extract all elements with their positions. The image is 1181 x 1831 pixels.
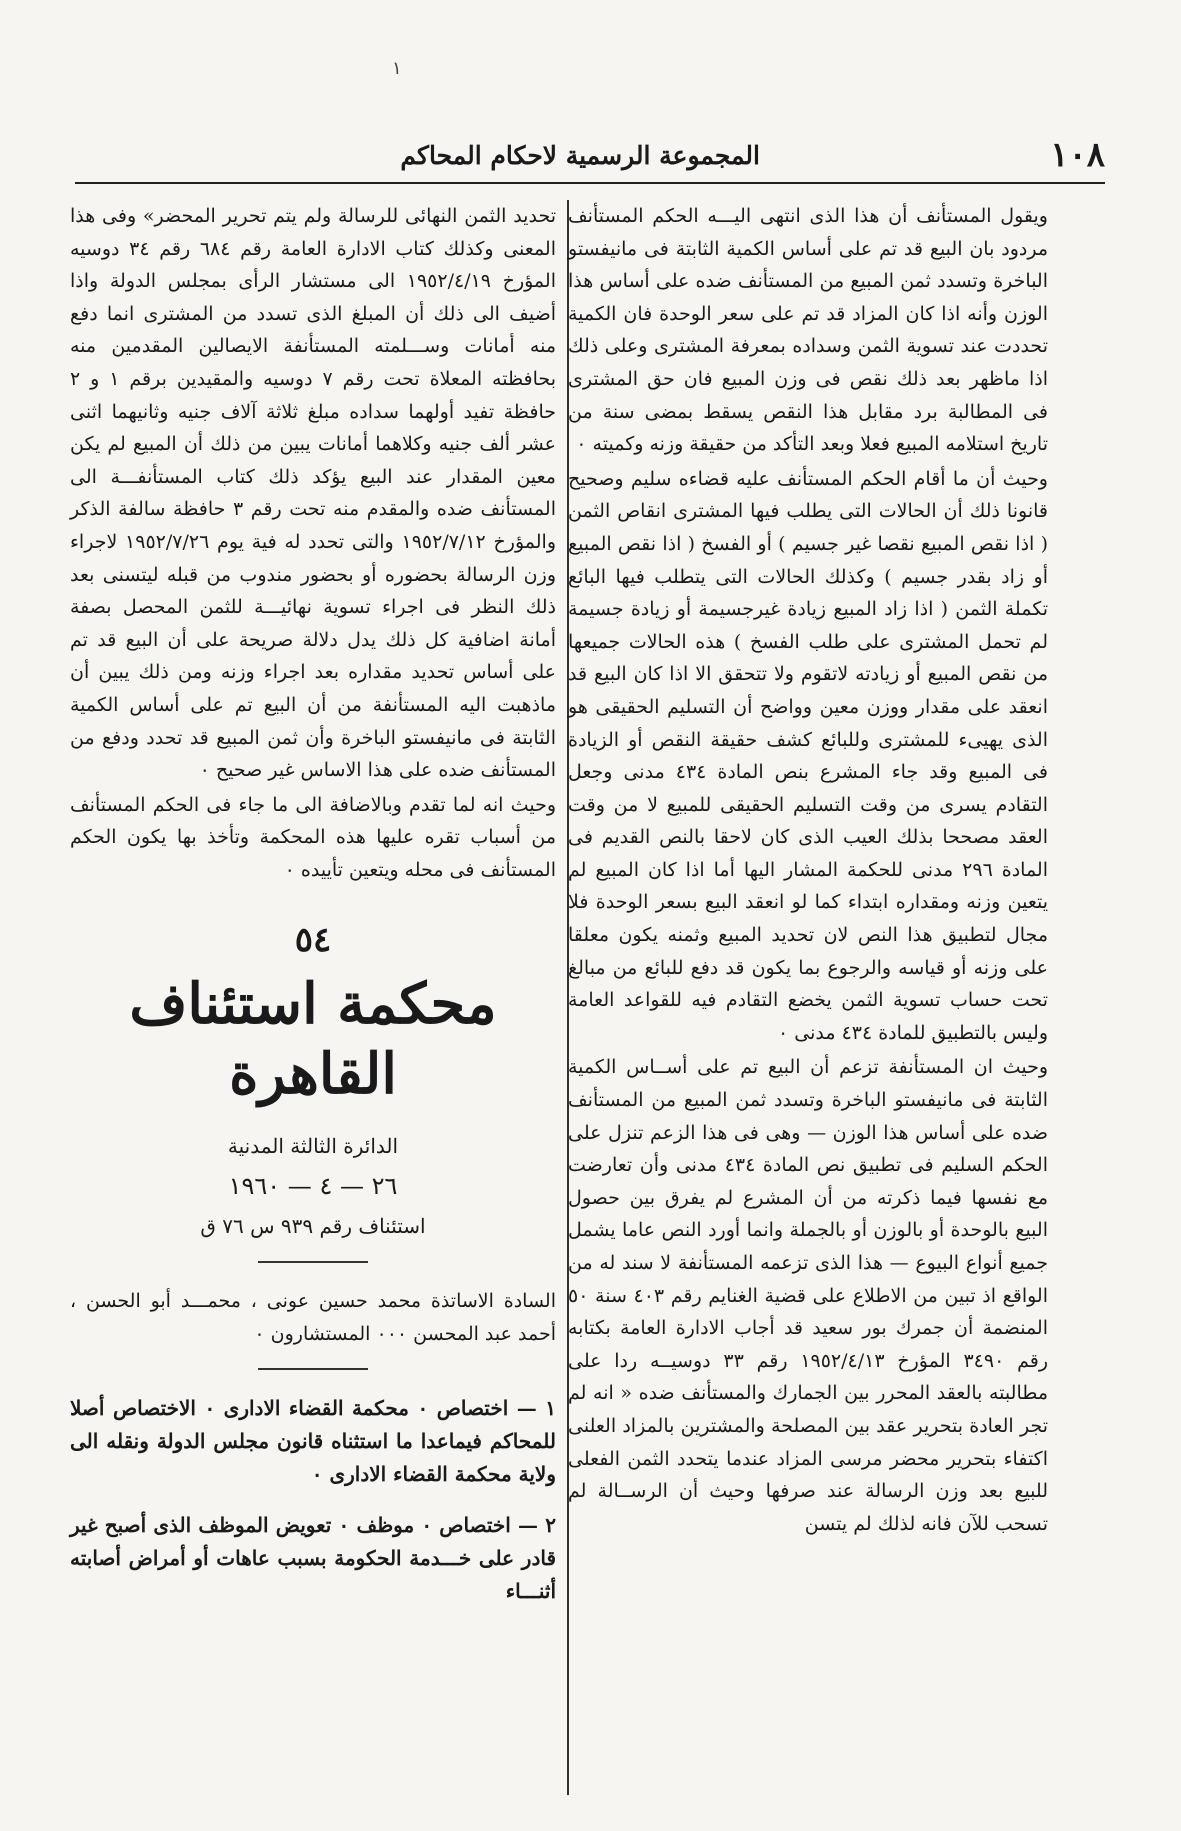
section-rule <box>258 1261 368 1263</box>
court-name: محكمة استئناف القاهرة <box>129 971 497 1108</box>
case-number: ٥٤ <box>294 920 332 961</box>
judges: السادة الاساتذة محمد حسين عونى ، محمـــد أبو الحسن ، أحمد عبد المحسن ٠٠٠ المستشارون ٠ <box>70 1290 556 1345</box>
header-rule <box>75 182 1105 184</box>
headnote: ٢ — اختصاص ٠ موظف ٠ تعويض الموظف الذى أصبح غير قادر على خـــدمة الحكومة بسبب عاهات أو أمراض أصابته أثنـــاء <box>70 1513 556 1604</box>
top-mark: ١ <box>392 58 402 79</box>
running-title: المجموعة الرسمية لاحكام المحاكم <box>400 141 760 170</box>
headnote: ١ — اختصاص ٠ محكمة القضاء الادارى ٠ الاختصاص أصلا للمحاكم فيماعدا ما استثناه قانون مجلس الدولة ونقله الى ولاية محكمة القضاء الادارى ٠ <box>70 1396 556 1487</box>
decision-date: ٢٦ — ٤ — ١٩٦٠ <box>228 1172 398 1201</box>
appeal-number: استئناف رقم ٩٣٩ س ٧٦ ق <box>200 1214 426 1239</box>
page-number: ١٠٨ <box>1050 135 1105 175</box>
circuit: الدائرة الثالثة المدنية <box>227 1134 399 1159</box>
paragraph: وحيث ان المستأنفة تزعم أن البيع تم على أســاس الكمية الثابتة فى مانيفستو الباخرة وتسدد ثمن المبيع من المستأنف ضده على أساس هذا الوزن — وهى فى هذا الزعم تنزل على الحكم السليم فى تطبيق نص المادة ٤٣٤ مدنى وأن تعارضت مع نفسها فيما ذكرته من أن المشرع لم يفرق بين حصول البيع بالوحدة أو بالوزن أو بالجملة وانما أورد النص عاما يشمل جميع أنواع البيوع — هذا الذى تزعمه المستأنفة لا سند له من الواقع اذ تبين من الاطلاع على قضية الغنايم رقم ٤٠٣ سنة ٥٠ المنضمة أن جمرك بور سعيد قد أجاب الادارة العامة بكتابه رقم ٣٤٩٠ المؤرخ ١٩٥٢/٤/١٣ رقم ٣٣ دوسيــه ردا على مطالبته بالعقد المحرر بين الجمارك والمستأنف ضده « انه لم تجر العادة بتحرير عقد بين المصلحة والمشترين بالمزاد العلنى اكتفاء بتحرير محضر مرسى المزاد عندما يتحدد الثمن الفعلى للبيع بعد وزن الرسالة عند صرفها وحيث أن الرســالة لم تسحب للآن فانه لذلك لم يتسن <box>568 1056 1048 1535</box>
section-rule <box>258 1368 368 1370</box>
paragraph: تحديد الثمن النهائى للرسالة ولم يتم تحرير المحضر» وفى هذا المعنى وكذلك كتاب الادارة العامة رقم ٦٨٤ رقم ٣٤ دوسيه المؤرخ ١٩٥٢/٤/١٩ الى مستشار الرأى بمجلس الدولة واذا أضيف الى ذلك أن المبلغ الذى تسدد من المشترى انما دفع منه أمانات وســـلمته المستأنفة الايصالين المقدمين منه بحافظته المعلاة تحت رقم ٧ دوسيه والمقيدين برقم ١ و ٢ حافظة تفيد أولهما سداده مبلغ ثلاثة آلاف جنيه وثانيهما اثنى عشر ألف جنيه وكلاهما أمانات يبين من ذلك أن المبيع لم يكن معين المقدار عند البيع يؤكد ذلك كتاب المستأنفـــة الى المستأنف ضده والمقدم منه تحت رقم ٣ حافظة سالفة الذكر والمؤرخ ١٩٥٢/٧/١٢ والتى تحدد له فية يوم ١٩٥٢/٧/٢٦ لاجراء وزن الرسالة بحضوره أو بحضور مندوب من قبله ليتسنى بعد ذلك النظر فى اجراء تسوية نهائيـــة للثمن المحصل بصفة أمانة اضافية كل ذلك يدل دلالة صريحة على أن البيع قد تم على أساس تحديد مقداره بعد اجراء وزنه ومن ذلك يبين أن ماذهبت اليه المستأنفة من أن البيع تم على أساس الكمية الثابتة فى مانيفستو الباخرة وأن ثمن المبيع قد تحدد ودفع من المستأنف ضده على هذا الاساس غير صحيح ٠ <box>70 205 557 782</box>
paragraph: وحيث أن ما أقام الحكم المستأنف عليه قضاءه سليم وصحيح قانونا ذلك أن الحالات التى يطلب فيها المشترى انقاص الثمن ( اذا نقص المبيع نقصا غير جسيم ) أو الفسخ ( اذا نقص المبيع أو زاد بقدر جسيم ) وكذلك الحالات التى يتطلب فيها البائع تكملة الثمن ( اذا زاد المبيع زيادة غيرجسيمة أو زيادة جسيمة لم تحمل المشترى على طلب الفسخ ) هذه الحالات جميعها من نقص المبيع أو زيادته لاتقوم ولا تتحقق الا اذا كان البيع قد انعقد على مقدار ووزن معين وواضح أن التسليم الحقيقى هو الذى يهيىء للمشترى وللبائع كشف حقيقة النقص أو الزيادة فى المبيع وقد جاء المشرع بنص المادة ٤٣٤ مدنى وجعل التقادم يسرى من وقت التسليم الحقيقى للمبيع لا من وقت العقد مصححا بذلك العيب الذى كان لاحقا بالنص القديم فى المادة ٢٩٦ مدنى للحكمة المشار اليها أما اذا كان المبيع لم يتعين وزنه ومقداره ابتداء كما لو انعقد البيع بسعر الوحدة فلا مجال لتطبيق هذا النص لان تحديد المبيع وثمنه يكون معلقا على وزنه أو قياسه والرجوع بما يكون قد دفع للبائع من مبالغ تحت حساب تسوية الثمن يخضع التقادم فيه للقواعد العامة وليس بالتطبيق للمادة ٤٣٤ مدنى ٠ <box>568 467 1048 1044</box>
right-column <box>568 200 1048 1542</box>
page-header <box>75 125 1105 173</box>
paragraph: ويقول المستأنف أن هذا الذى انتهى اليـــه الحكم المستأنف مردود بان البيع قد تم على أساس الكمية الثابتة فى مانيفستو الباخرة وتسدد ثمن المبيع من المستأنف ضده على أساس هذا الوزن وأنه اذا كان المزاد قد تم على سعر الوحدة فان الكمية تحددت عند تسوية الثمن وسداده بمعرفة المشترى وعلى ذلك اذا ماظهر بعد ذلك نقص فى وزن المبيع فان حق المشترى فى المطالبة برد مقابل هذا النقص يسقط بمضى سنة من تاريخ استلامه المبيع فعلا وبعد التأكد من حقيقة وزنه وكميته ٠ <box>568 205 1048 456</box>
paragraph: وحيث انه لما تقدم وبالاضافة الى ما جاء فى الحكم المستأنف من أسباب تقره عليها هذه المحكمة وتأخذ بها يكون الحكم المستأنف فى محله ويتعين تأييده ٠ <box>70 793 556 881</box>
left-column <box>70 200 556 1608</box>
